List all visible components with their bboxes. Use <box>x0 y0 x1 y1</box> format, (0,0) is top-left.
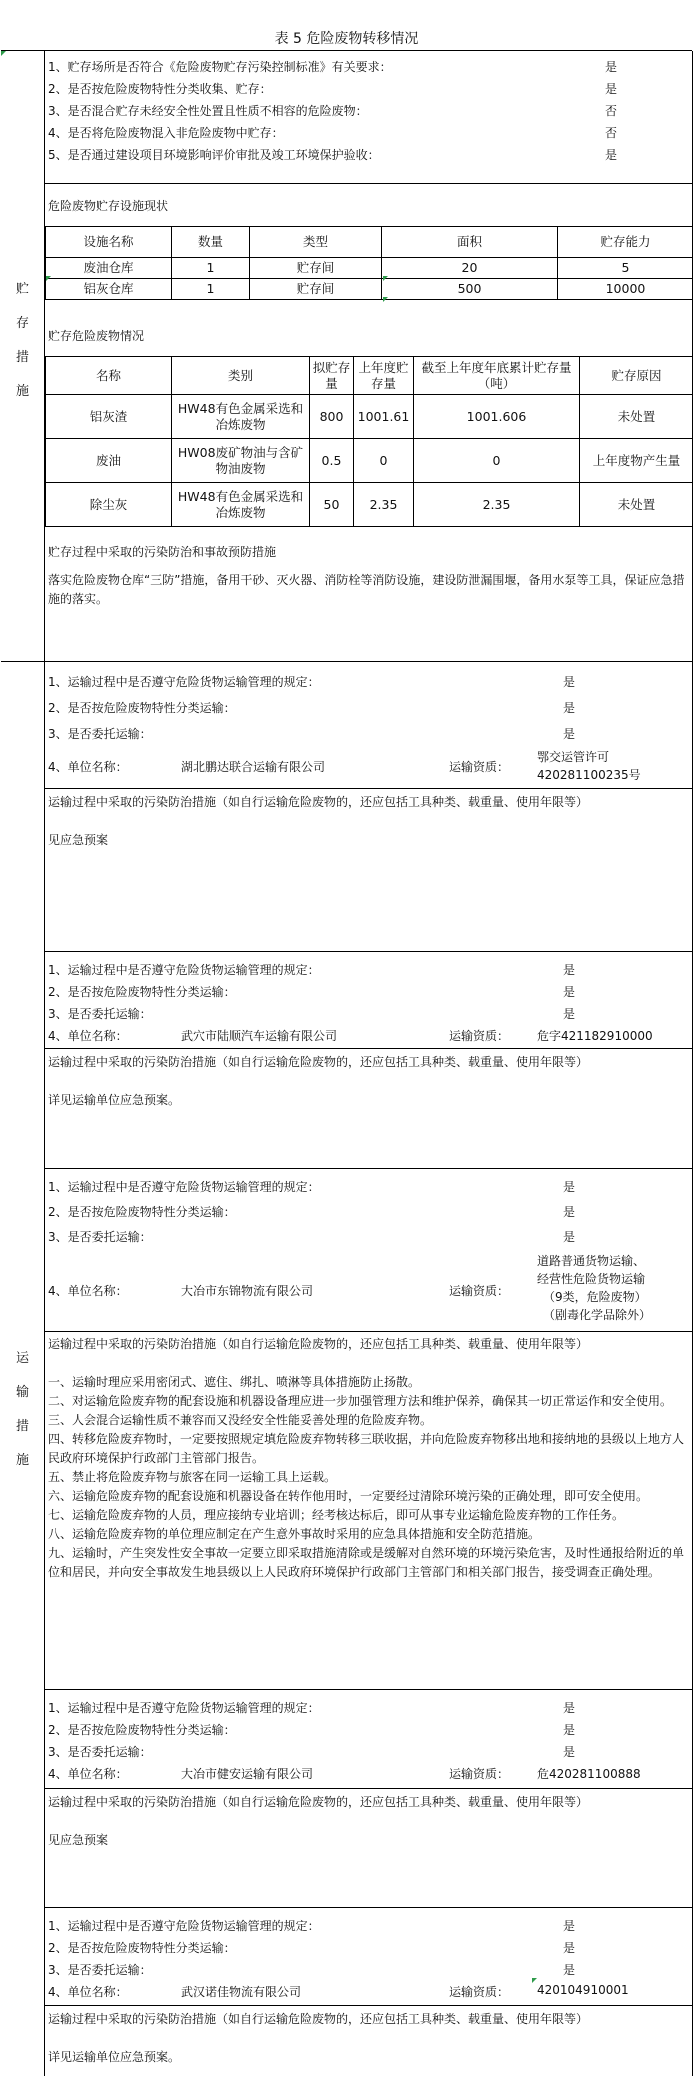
waste-cell: 未处置 <box>580 395 693 439</box>
cell-note-marker <box>383 297 388 302</box>
cell-note-marker <box>532 1978 537 1983</box>
transport-side-char: 运 <box>1 1342 44 1376</box>
check-question: 3、是否委托运输： <box>48 1005 152 1022</box>
storage-side-char: 存 <box>1 307 44 341</box>
qualification-line: （9类，危险废物） <box>537 1288 651 1306</box>
divider <box>45 1907 692 1908</box>
waste-header-cell: 上年度贮存量 <box>354 357 414 395</box>
storage-side-char: 措 <box>1 341 44 375</box>
waste-cell: 1001.606 <box>414 395 580 439</box>
facility-header-cell: 设施名称 <box>46 227 172 258</box>
waste-cell: 除尘灰 <box>46 483 172 527</box>
measure-item: 九、运输时，产生突发性安全事故一定要立即采取措施清除或是缓解对自然环境的环境污染危害，及时性通报给附近的单位和居民，并向安全事故发生地县级以上人民政府环境保护行政部门主管部门和相关部门报告，接受调查正确处理。 <box>48 1544 688 1582</box>
check-question: 2、是否按危险废物特性分类运输： <box>48 699 236 716</box>
facility-cell: 500 <box>382 279 558 300</box>
measure-item: 六、运输危险废弃物的配套设施和机器设备在转作他用时，一定要经过清除环境污染的正确处理，即可安全使用。 <box>48 1487 688 1506</box>
waste-heading-text: 贮存危险废物情况 <box>48 327 144 344</box>
measure-item: 一、运输时理应采用密闭式、遮住、绑扎、喷淋等具体措施防止扬散。 <box>48 1373 688 1392</box>
qualification-label: 运输资质： <box>449 758 509 775</box>
waste-cell: 0.5 <box>310 439 354 483</box>
qualification-label: 运输资质： <box>449 1983 509 2000</box>
check-question: 2、是否按危险废物特性分类运输： <box>48 1203 236 1220</box>
facility-cell: 1 <box>172 258 250 279</box>
check-question: 2、是否按危险废物特性分类运输： <box>48 1939 236 1956</box>
waste-table <box>45 356 693 527</box>
cell-note-marker <box>383 276 388 281</box>
check-question: 3、是否混合贮存未经安全性处置且性质不相容的危险废物： <box>48 102 368 119</box>
check-answer: 是 <box>563 1939 575 1956</box>
divider <box>45 1168 692 1169</box>
measure-item: 七、运输危险废弃物的人员，理应接纳专业培训；经考核达标后，即可从事专业运输危险废弃物的工作任务。 <box>48 1506 688 1525</box>
facility-cell: 10000 <box>558 279 693 300</box>
qualification-label: 运输资质： <box>449 1765 509 1782</box>
waste-row <box>46 483 693 527</box>
waste-cell: 废油 <box>46 439 172 483</box>
check-question: 1、运输过程中是否遵守危险货物运输管理的规定： <box>48 1178 320 1195</box>
transfer-table <box>1 50 692 2075</box>
table-title: 表 5 危险废物转移情况 <box>0 28 693 48</box>
measure-item: 八、运输危险废弃物的单位理应制定在产生意外事故时采用的应急具体措施和安全防范措施。 <box>48 1525 688 1544</box>
qualification-value <box>537 1252 651 1324</box>
check-answer: 是 <box>563 1228 575 1245</box>
cell-note-marker <box>46 276 51 281</box>
facility-cell: 铝灰仓库 <box>46 279 172 300</box>
qualification-line: 420281100235号 <box>537 766 641 784</box>
check-question: 1、运输过程中是否遵守危险货物运输管理的规定： <box>48 673 320 690</box>
waste-header-cell: 截至上年度年底累计贮存量（吨） <box>414 357 580 395</box>
check-answer: 否 <box>605 102 617 119</box>
qualification-line: （剧毒化学品除外） <box>537 1306 651 1324</box>
check-question: 1、运输过程中是否遵守危险货物运输管理的规定： <box>48 1917 320 1934</box>
facility-cell: 20 <box>382 258 558 279</box>
check-answer: 是 <box>563 1721 575 1738</box>
measure-item: 四、转移危险废弃物时，一定要按照规定填危险废弃物转移三联收据，并向危险废弃物移出地和接纳地的县级以上地方人民政府环境保护行政部门主管部门报告。 <box>48 1430 688 1468</box>
waste-cell: 2.35 <box>354 483 414 527</box>
storage-side-char: 施 <box>1 375 44 409</box>
qualification-line: 鄂交运管许可 <box>537 748 641 766</box>
unit-name: 大冶市健安运输有限公司 <box>181 1765 313 1782</box>
check-question: 1、贮存场所是否符合《危险废物贮存污染控制标准》有关要求： <box>48 58 392 75</box>
qualification-label: 运输资质： <box>449 1027 509 1044</box>
waste-cell: 1001.61 <box>354 395 414 439</box>
facility-cell: 贮存间 <box>250 258 382 279</box>
check-answer: 是 <box>605 146 617 163</box>
check-question: 1、运输过程中是否遵守危险货物运输管理的规定： <box>48 961 320 978</box>
transport-measure-heading: 运输过程中采取的污染防治措施（如自行运输危险废物的，还应包括工具种类、载重量、使用年限等） <box>48 793 688 812</box>
divider <box>45 951 692 952</box>
unit-label: 4、单位名称： <box>48 758 128 775</box>
facility-row <box>46 279 693 300</box>
check-answer: 是 <box>563 673 575 690</box>
qualification-value: 420104910001 <box>537 1983 629 1997</box>
unit-label: 4、单位名称： <box>48 1282 128 1299</box>
waste-cell: HW08废矿物油与含矿物油废物 <box>172 439 310 483</box>
transport-measure-heading: 运输过程中采取的污染防治措施（如自行运输危险废物的，还应包括工具种类、载重量、使用年限等） <box>48 1793 688 1812</box>
divider <box>45 788 692 789</box>
transport-section <box>45 661 693 2076</box>
check-answer: 是 <box>563 1961 575 1978</box>
waste-row <box>46 439 693 483</box>
transport-measure-heading: 运输过程中采取的污染防治措施（如自行运输危险废物的，还应包括工具种类、载重量、使用年限等） <box>48 1335 688 1354</box>
waste-header-cell: 贮存原因 <box>580 357 693 395</box>
transport-measure-heading: 运输过程中采取的污染防治措施（如自行运输危险废物的，还应包括工具种类、载重量、使用年限等） <box>48 1053 688 1072</box>
waste-cell: 50 <box>310 483 354 527</box>
facility-row <box>46 258 693 279</box>
facility-cell: 5 <box>558 258 693 279</box>
waste-cell: 上年度物产生量 <box>580 439 693 483</box>
measure-item: 三、人会混合运输性质不兼容而又没经安全性能妥善处理的危险废弃物。 <box>48 1411 688 1430</box>
transport-measure-text: 详见运输单位应急预案。 <box>48 2048 688 2067</box>
waste-header-cell: 类别 <box>172 357 310 395</box>
qualification-value <box>537 748 641 784</box>
measure-item: 五、禁止将危险废弃物与旅客在同一运输工具上运载。 <box>48 1468 688 1487</box>
qualification-line: 道路普通货物运输、 <box>537 1252 651 1270</box>
unit-name: 大冶市东锦物流有限公司 <box>181 1282 313 1299</box>
transport-side-char: 措 <box>1 1410 44 1444</box>
transport-side-char: 输 <box>1 1376 44 1410</box>
check-answer: 是 <box>563 983 575 1000</box>
facility-cell: 1 <box>172 279 250 300</box>
waste-cell: 2.35 <box>414 483 580 527</box>
check-answer: 是 <box>563 1699 575 1716</box>
check-answer: 是 <box>563 1005 575 1022</box>
waste-cell: 0 <box>414 439 580 483</box>
facility-header-cell: 面积 <box>382 227 558 258</box>
check-question: 4、是否将危险废物混入非危险废物中贮存： <box>48 124 284 141</box>
measure-item: 二、对运输危险废弃物的配套设施和机器设备理应进一步加强管理方法和维护保养，确保其一切正常运作和安全使用。 <box>48 1392 688 1411</box>
divider <box>45 1788 692 1789</box>
check-answer: 否 <box>605 124 617 141</box>
check-answer: 是 <box>563 1917 575 1934</box>
waste-header-row <box>46 357 693 395</box>
waste-cell: HW48有色金属采选和冶炼废物 <box>172 483 310 527</box>
check-question: 2、是否按危险废物特性分类运输： <box>48 1721 236 1738</box>
waste-cell: 铝灰渣 <box>46 395 172 439</box>
facility-header-cell: 类型 <box>250 227 382 258</box>
check-question: 3、是否委托运输： <box>48 1228 152 1245</box>
check-question: 1、运输过程中是否遵守危险货物运输管理的规定： <box>48 1699 320 1716</box>
check-answer: 是 <box>605 58 617 75</box>
qualification-label: 运输资质： <box>449 1282 509 1299</box>
transport-measure-text: 详见运输单位应急预案。 <box>48 1091 688 1110</box>
storage-side-char: 贮 <box>1 273 44 307</box>
transport-measure-text: 见应急预案 <box>48 831 688 850</box>
waste-cell: 0 <box>354 439 414 483</box>
facility-heading-text: 危险废物贮存设施现状 <box>48 197 168 214</box>
qualification-line: 经营性危险货物运输 <box>537 1270 651 1288</box>
check-answer: 是 <box>563 725 575 742</box>
storage-section <box>45 51 693 661</box>
qualification-value: 危420281100888 <box>537 1765 641 1782</box>
waste-cell: 800 <box>310 395 354 439</box>
unit-name: 武穴市陆顺汽车运输有限公司 <box>181 1027 337 1044</box>
check-question: 3、是否委托运输： <box>48 1961 152 1978</box>
storage-measures-text: 落实危险废物仓库“三防”措施，备用干砂、灭火器、消防栓等消防设施，建设防泄漏围堰，备用水泵等工具，保证应急措施的落实。 <box>48 571 688 609</box>
facility-table <box>45 226 693 300</box>
transport-measure-heading: 运输过程中采取的污染防治措施（如自行运输危险废物的，还应包括工具种类、载重量、使用年限等） <box>48 2010 688 2029</box>
divider <box>45 1331 692 1332</box>
check-question: 3、是否委托运输： <box>48 725 152 742</box>
check-answer: 是 <box>563 1178 575 1195</box>
check-answer: 是 <box>563 1203 575 1220</box>
check-answer: 是 <box>605 80 617 97</box>
unit-name: 武汉诺佳物流有限公司 <box>181 1983 301 2000</box>
transport-measure-list <box>48 1373 688 1582</box>
waste-header-cell: 名称 <box>46 357 172 395</box>
storage-side-cell <box>1 51 45 661</box>
check-answer: 是 <box>563 1743 575 1760</box>
check-answer: 是 <box>563 961 575 978</box>
cell-note-marker <box>1 51 6 56</box>
transport-side-cell <box>1 661 45 2076</box>
waste-row <box>46 395 693 439</box>
facility-header-row <box>46 227 693 258</box>
unit-label: 4、单位名称： <box>48 1027 128 1044</box>
check-question: 3、是否委托运输： <box>48 1743 152 1760</box>
waste-header-cell: 拟贮存量 <box>310 357 354 395</box>
facility-cell: 贮存间 <box>250 279 382 300</box>
waste-cell: HW48有色金属采选和冶炼废物 <box>172 395 310 439</box>
qualification-value: 危字421182910000 <box>537 1027 653 1044</box>
storage-measures-heading: 贮存过程中采取的污染防治和事故预防措施 <box>48 543 688 562</box>
divider <box>45 1048 692 1049</box>
facility-cell: 废油仓库 <box>46 258 172 279</box>
facility-header-cell: 贮存能力 <box>558 227 693 258</box>
unit-label: 4、单位名称： <box>48 1983 128 2000</box>
divider <box>45 2005 692 2006</box>
divider <box>45 1689 692 1690</box>
check-question: 2、是否按危险废物特性分类收集、贮存： <box>48 80 272 97</box>
facility-header-cell: 数量 <box>172 227 250 258</box>
unit-label: 4、单位名称： <box>48 1765 128 1782</box>
transport-side-char: 施 <box>1 1444 44 1478</box>
unit-name: 湖北鹏达联合运输有限公司 <box>181 758 325 775</box>
transport-measure-text: 见应急预案 <box>48 1831 688 1850</box>
check-question: 5、是否通过建设项目环境影响评价审批及竣工环境保护验收： <box>48 146 380 163</box>
check-question: 2、是否按危险废物特性分类运输： <box>48 983 236 1000</box>
check-answer: 是 <box>563 699 575 716</box>
waste-cell: 未处置 <box>580 483 693 527</box>
divider <box>45 183 692 184</box>
